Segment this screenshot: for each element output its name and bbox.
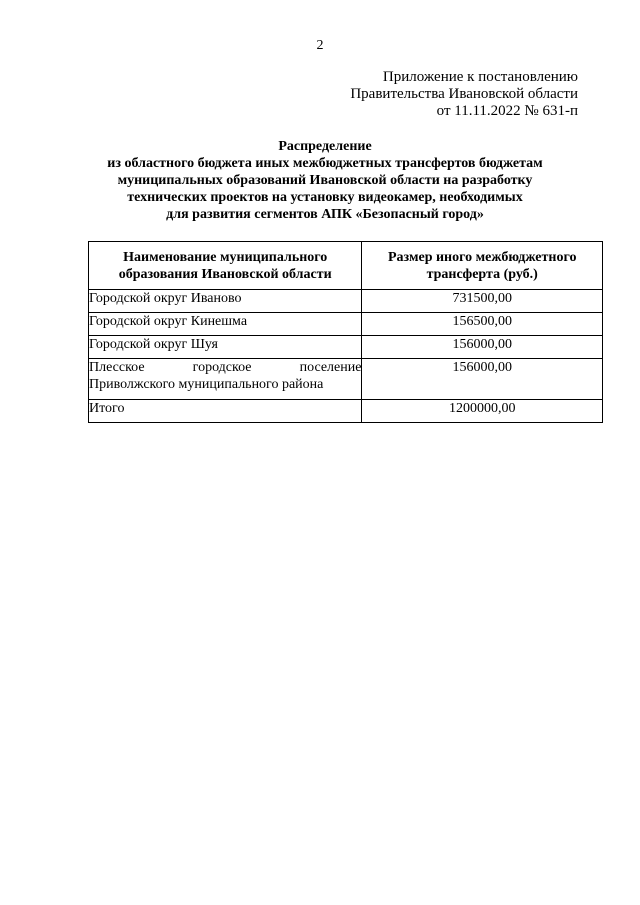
appendix-line-3: от 11.11.2022 № 631-п	[436, 103, 578, 119]
header-amount	[362, 242, 603, 290]
header-municipality-line-1: Наименование муниципального	[123, 249, 328, 265]
title-line-4: технических проектов на установку видеокамер, необходимых	[127, 190, 523, 205]
table-header-row	[89, 242, 603, 290]
row-amount: 156500,00	[362, 313, 603, 336]
header-municipality-line-2: образования Ивановской области	[118, 266, 332, 282]
row-amount: 731500,00	[362, 290, 603, 313]
row-amount: 156000,00	[362, 336, 603, 359]
header-amount-line-2: трансферта (руб.)	[426, 266, 538, 282]
page-number: 2	[316, 38, 324, 53]
table-row	[89, 290, 603, 313]
table-row	[89, 313, 603, 336]
total-amount: 1200000,00	[362, 400, 603, 423]
title-line-1: Распределение	[278, 139, 372, 154]
transfers-table	[88, 241, 603, 423]
appendix-line-2: Правительства Ивановской области	[350, 86, 578, 102]
row-municipality: Городской округ Иваново	[89, 290, 362, 313]
title-line-3: муниципальных образований Ивановской области на разработку	[117, 173, 533, 188]
appendix-reference	[350, 69, 578, 120]
row-amount: 156000,00	[362, 359, 603, 400]
row-municipality: Городской округ Кинешма	[89, 313, 362, 336]
title-line-5: для развития сегментов АПК «Безопасный город»	[166, 207, 484, 222]
header-amount-line-1: Размер иного межбюджетного	[387, 249, 577, 265]
table-row	[89, 359, 603, 400]
row-municipality: Плесское городское поселение Приволжского муниципального района	[89, 359, 362, 400]
header-municipality	[89, 242, 362, 290]
appendix-line-1: Приложение к постановлению	[382, 69, 578, 85]
document-title	[60, 138, 590, 223]
total-label: Итого	[89, 400, 362, 423]
row-municipality: Городской округ Шуя	[89, 336, 362, 359]
table-total-row	[89, 400, 603, 423]
title-line-2: из областного бюджета иных межбюджетных трансфертов бюджетам	[107, 156, 543, 171]
table-row	[89, 336, 603, 359]
